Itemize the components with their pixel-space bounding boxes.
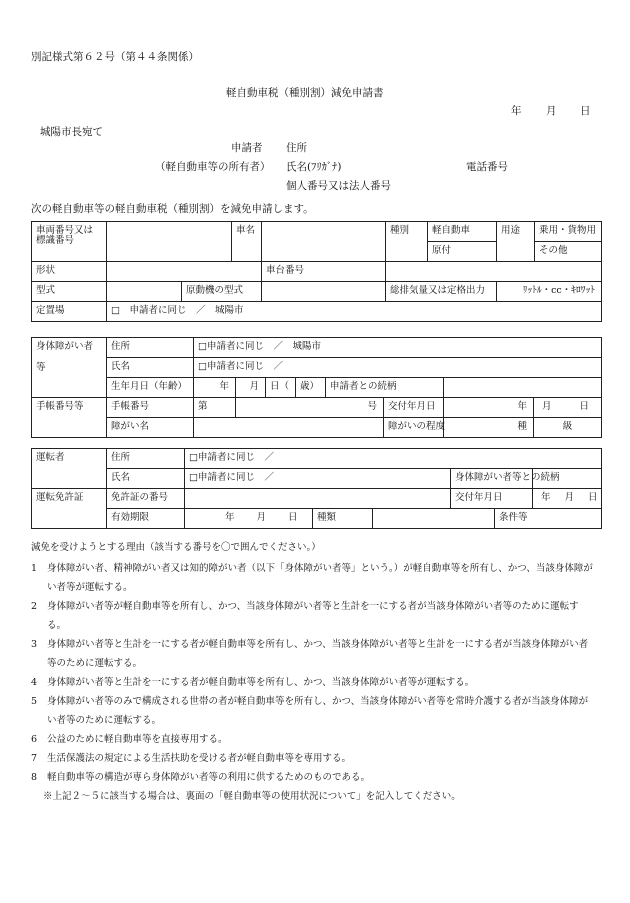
- reasons-list: [31, 559, 596, 806]
- kind-option-kei[interactable]: 軽自動車: [428, 222, 497, 242]
- handbook-section-label: 手帳番号等: [32, 398, 107, 438]
- applicant-phone-label: 電話番号: [466, 161, 508, 173]
- plate-number-label: 車両番号又は 標識番号: [32, 222, 107, 262]
- shape-label: 形状: [32, 262, 107, 282]
- engine-model-field[interactable]: [262, 282, 386, 302]
- applicant-address-label: 住所: [286, 142, 307, 154]
- model-label: 型式: [32, 282, 107, 302]
- driver-relation-label: 身体障がい者等との続柄: [451, 469, 533, 489]
- vehicle-table: [31, 221, 602, 322]
- birth-date-label: 生年月日（年齢）: [107, 378, 194, 398]
- reason-item-8[interactable]: 8 軽自動車等の構造が専ら身体障がい者等の利用に供するためのものである。: [31, 772, 371, 783]
- birth-month[interactable]: 月: [236, 378, 266, 398]
- date-day-label: 日: [580, 105, 591, 117]
- usage-option-other[interactable]: その他: [535, 242, 602, 262]
- kind-option-gentsuki[interactable]: 原付: [428, 242, 497, 262]
- disability-name-field[interactable]: [194, 418, 384, 438]
- disability-name-label: 障がい名: [107, 418, 194, 438]
- car-name-field[interactable]: [262, 222, 386, 262]
- license-kind-field[interactable]: [373, 509, 495, 529]
- degree-kyu[interactable]: 級: [534, 418, 602, 438]
- application-statement: 次の軽自動車等の軽自動車税（種別割）を減免申請します。: [31, 203, 314, 215]
- disabled-address-label: 住所: [107, 338, 194, 358]
- handbook-dai[interactable]: 第: [194, 398, 236, 418]
- date-month-label: 月: [546, 105, 557, 117]
- valid-until-label: 有効期限: [107, 509, 185, 529]
- disabled-person-table: [31, 337, 602, 438]
- shape-field[interactable]: [107, 262, 262, 282]
- disabled-section-label: 身体障がい者 等: [32, 338, 107, 398]
- license-issue-date[interactable]: 年 月 日: [533, 489, 602, 509]
- model-field[interactable]: [107, 282, 182, 302]
- driver-table: [31, 448, 602, 529]
- driver-name-label: 氏名: [107, 469, 185, 489]
- engine-model-label: 原動機の型式: [182, 282, 262, 302]
- handbook-number-label: 手帳番号: [107, 398, 194, 418]
- disabled-address-field[interactable]: □申請者に同じ ／ 城陽市: [194, 338, 602, 358]
- license-section-label: 運転免許証: [32, 489, 107, 529]
- disabled-name-label: 氏名: [107, 358, 194, 378]
- handbook-issue-year[interactable]: 年: [444, 398, 534, 418]
- valid-until-date[interactable]: 年 月 日: [185, 509, 313, 529]
- driver-address-field[interactable]: □申請者に同じ ／: [185, 449, 602, 469]
- driver-section-label: 運転者: [32, 449, 107, 489]
- chassis-label: 車台番号: [262, 262, 386, 282]
- form-number: 別記様式第６２号（第４４条関係）: [31, 51, 199, 63]
- birth-day[interactable]: 日（: [266, 378, 296, 398]
- applicant-name-label: 氏名(ﾌﾘｶﾞﾅ): [286, 161, 342, 173]
- plate-number-field[interactable]: [107, 222, 232, 262]
- location-field[interactable]: □ 申請者に同じ ／ 城陽市: [107, 302, 602, 322]
- relation-field[interactable]: [444, 378, 602, 398]
- license-number-field[interactable]: [185, 489, 451, 509]
- birth-year[interactable]: 年: [194, 378, 236, 398]
- conditions-label: 条件等: [495, 509, 602, 529]
- reason-item-4[interactable]: 4 身体障がい者等と生計を一にする者が軽自動車等を所有し、かつ、当該身体障がい者等が運転する。: [31, 677, 475, 688]
- reason-item-6[interactable]: 6 公益のために軽自動車等を直接専用する。: [31, 734, 228, 745]
- disabled-name-field[interactable]: □申請者に同じ ／: [194, 358, 602, 378]
- degree-shu[interactable]: 種: [444, 418, 534, 438]
- license-kind-label: 種類: [313, 509, 373, 529]
- usage-label: 用途: [497, 222, 535, 262]
- reasons-heading: 減免を受けようとする理由（該当する番号を〇で囲んでください。）: [31, 542, 321, 553]
- displacement-label: 総排気量又は定格出力: [386, 282, 497, 302]
- kind-label: 種別: [386, 222, 428, 262]
- license-number-label: 免許証の番号: [107, 489, 185, 509]
- usage-option-passenger[interactable]: 乗用・貨物用: [535, 222, 602, 242]
- birth-age[interactable]: 歳）: [296, 378, 326, 398]
- chassis-field[interactable]: [386, 262, 602, 282]
- date-year-label: 年: [511, 105, 522, 117]
- location-label: 定置場: [32, 302, 107, 322]
- owner-note: （軽自動車等の所有者）: [155, 161, 271, 173]
- addressee: 城陽市長宛て: [40, 126, 103, 138]
- reason-item-2[interactable]: 2 身体障がい者等が軽自動車等を所有し、かつ、当該身体障がい者等と生計を一にする者が当該身体障がい者等のために運転する。: [31, 601, 579, 631]
- handbook-issue-label: 交付年月日: [384, 398, 444, 418]
- page-title: 軽自動車税（種別割）減免申請書: [226, 87, 384, 99]
- applicant-id-label: 個人番号又は法人番号: [286, 180, 391, 192]
- reason-item-5[interactable]: 5 身体障がい者等のみで構成される世帯の者が軽自動車等を所有し、かつ、当該身体障がい者等を常時介護する者が当該身体障がい者等のために運転する。: [31, 696, 589, 726]
- handbook-go[interactable]: 号: [236, 398, 384, 418]
- reasons-note: ※上記２～５に該当する場合は、裏面の「軽自動車等の使用状況について」を記入してください。: [43, 791, 461, 802]
- relation-label: 申請者との続柄: [326, 378, 444, 398]
- reason-item-7[interactable]: 7 生活保護法の規定による生活扶助を受ける者が軽自動車等を専用する。: [31, 753, 352, 764]
- driver-address-label: 住所: [107, 449, 185, 469]
- reason-item-1[interactable]: 1 身体障がい者、精神障がい者又は知的障がい者（以下「身体障がい者等」という。）が軽自動車等を所有し、かつ、当該身体障がい者等が運転する。: [31, 563, 593, 593]
- reason-item-3[interactable]: 3 身体障がい者等と生計を一にする者が軽自動車等を所有し、かつ、当該身体障がい者等と生計を一にする者が当該身体障がい者等のために運転する。: [31, 639, 589, 669]
- license-issue-label: 交付年月日: [451, 489, 533, 509]
- handbook-issue-month-day[interactable]: 月 日: [534, 398, 602, 418]
- applicant-label: 申請者: [231, 142, 263, 154]
- car-name-label: 車名: [232, 222, 262, 262]
- degree-label: 障がいの程度: [384, 418, 444, 438]
- displacement-units[interactable]: ﾘｯﾄﾙ・cc・ｷﾛﾜｯﾄ: [497, 282, 602, 302]
- driver-name-field[interactable]: □申請者に同じ ／: [185, 469, 451, 489]
